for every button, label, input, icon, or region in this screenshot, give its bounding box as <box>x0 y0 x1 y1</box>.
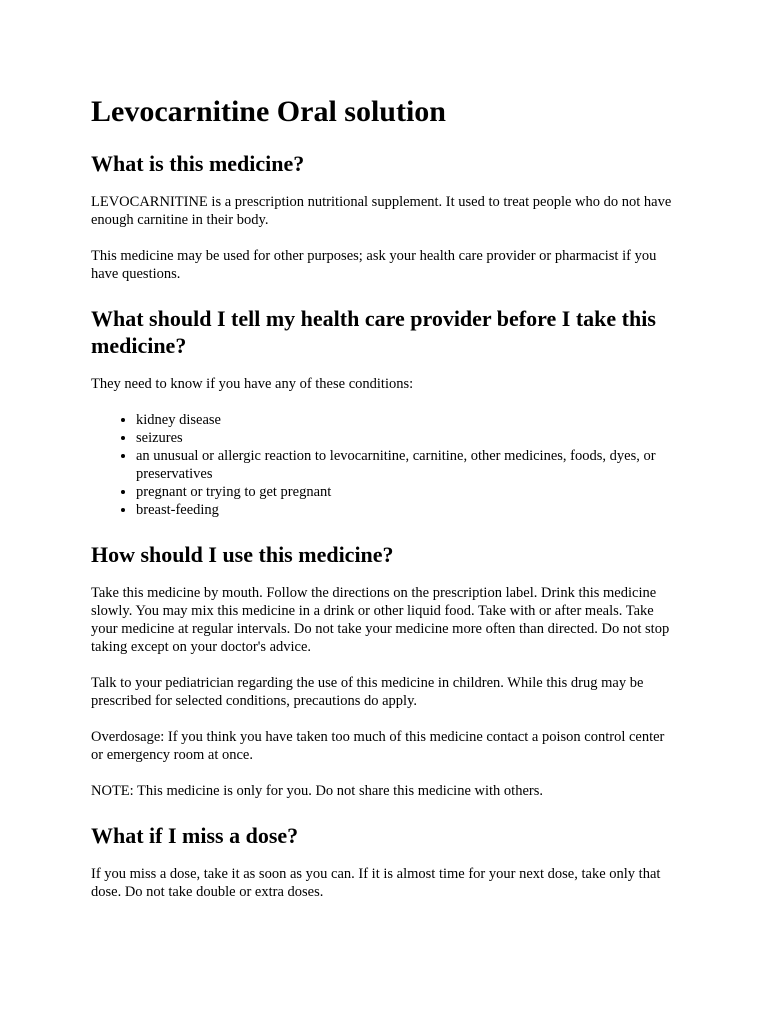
section-paragraph: LEVOCARNITINE is a prescription nutritional supplement. It used to treat people who do not have enough carnitine in their body. <box>91 194 672 228</box>
section-heading-what-is: What is this medicine? <box>91 151 305 176</box>
section-heading-how-to-use: How should I use this medicine? <box>91 542 394 567</box>
section-paragraph: If you miss a dose, take it as soon as you can. If it is almost time for your next dose, take only that dose. Do not take double or extra doses. <box>91 866 661 900</box>
document-title: Levocarnitine Oral solution <box>91 95 446 128</box>
section-paragraph: Overdosage: If you think you have taken too much of this medicine contact a poison control center or emergency room at once. <box>91 729 665 763</box>
section-heading-missed-dose: What if I miss a dose? <box>91 823 299 848</box>
conditions-list <box>91 411 680 519</box>
list-item: • seizures <box>136 429 680 447</box>
section-paragraph: Take this medicine by mouth. Follow the directions on the prescription label. Drink this medicine slowly. You may mix this medicine in a drink or other liquid food. Take with or after meals. Take your medicine at regular intervals. Do not take your medicine more often than directed. Do not stop taking except on your doctor's advice. <box>91 585 670 655</box>
section-intro: They need to know if you have any of these conditions: <box>91 376 414 392</box>
list-item: • breast-feeding <box>136 501 680 519</box>
list-item: • pregnant or trying to get pregnant <box>136 483 680 501</box>
section-paragraph: Talk to your pediatrician regarding the use of this medicine in children. While this drug may be prescribed for selected conditions, precautions do apply. <box>91 675 644 709</box>
list-item: • an unusual or allergic reaction to levocarnitine, carnitine, other medicines, foods, dyes, or preservatives <box>136 447 680 483</box>
list-item: • kidney disease <box>136 411 680 429</box>
section-heading-tell-provider: What should I tell my health care provider before I take this medicine? <box>91 306 656 358</box>
section-paragraph: This medicine may be used for other purposes; ask your health care provider or pharmacist if you have questions. <box>91 248 657 282</box>
section-paragraph: NOTE: This medicine is only for you. Do not share this medicine with others. <box>91 783 543 799</box>
